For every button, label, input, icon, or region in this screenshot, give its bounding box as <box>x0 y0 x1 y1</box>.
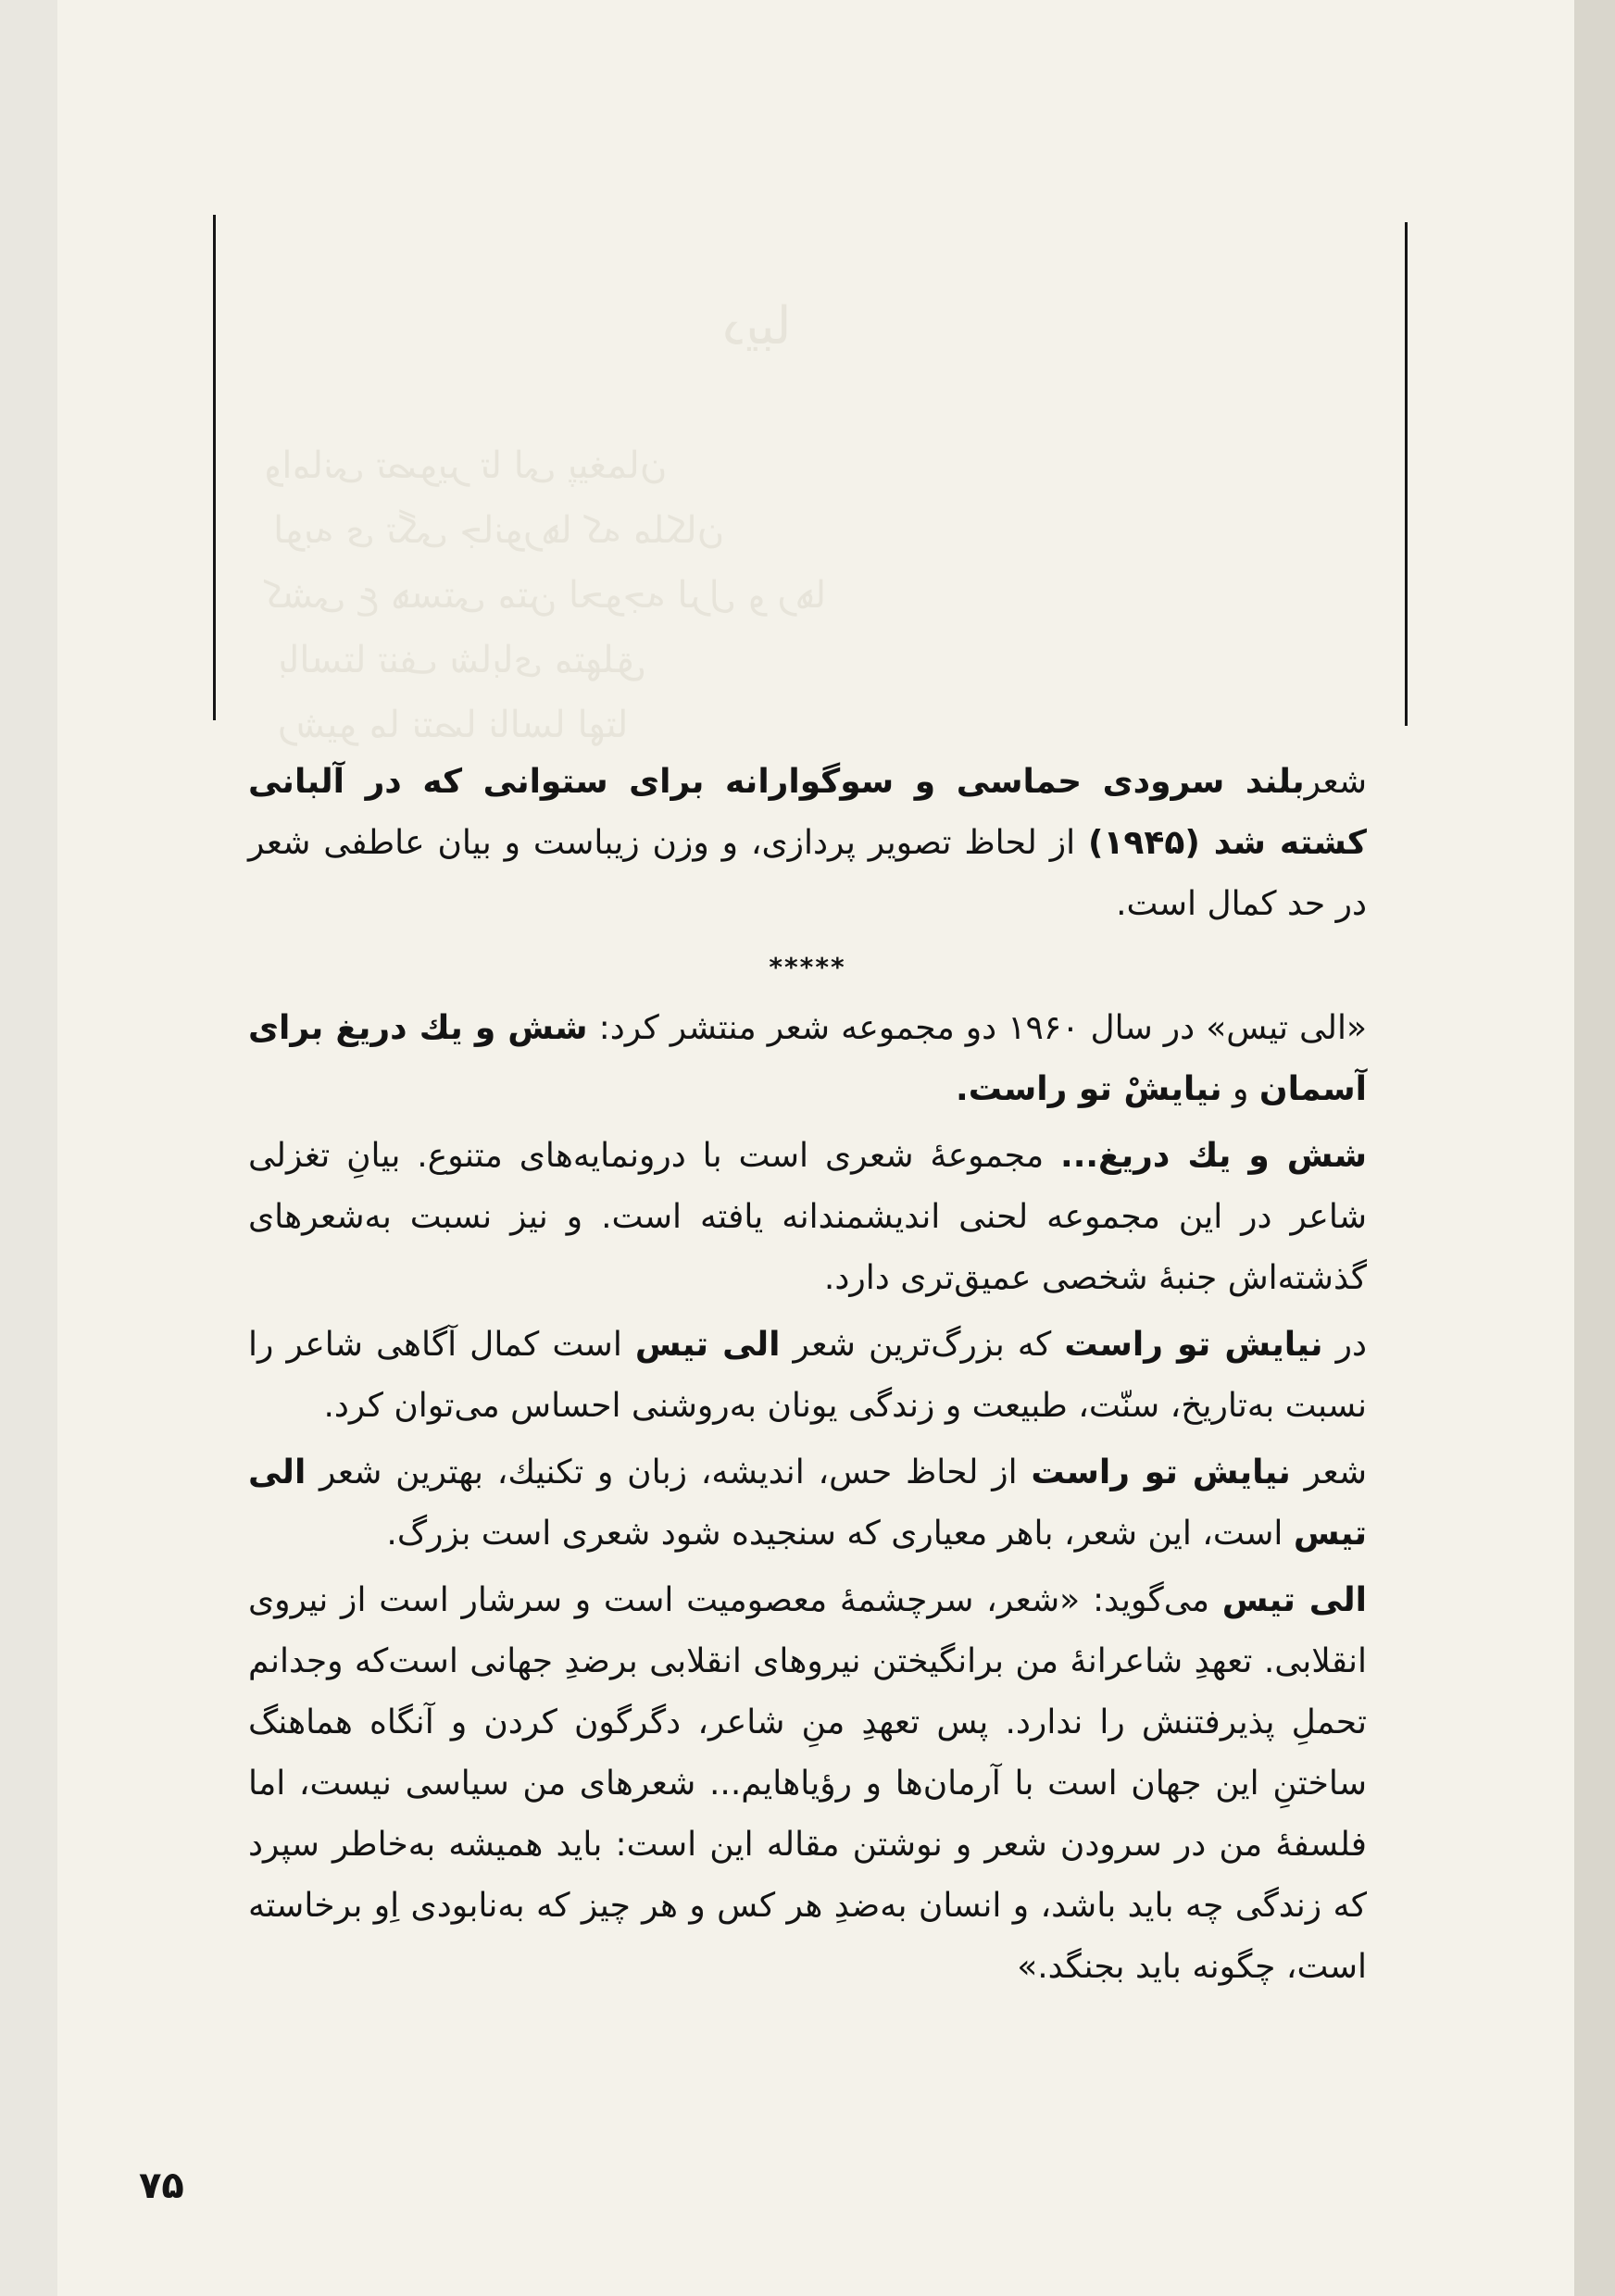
bleed-through-line: بالستا تنف شابای متهلق <box>278 639 646 681</box>
text-run: از لحاظ تصویر پردازی، و وزن زیباست و بیان عاطفی شعر در حد کمال است. <box>248 824 1367 923</box>
frame-line-right <box>1405 222 1408 726</box>
text-run-bold: نیایش تو راست <box>1031 1454 1291 1491</box>
text-run-bold: الی تیس <box>248 1454 1367 1553</box>
text-run-bold: شش و یك دریغ... <box>1060 1137 1367 1175</box>
text-run: شعر <box>1290 1454 1367 1491</box>
paragraph-6 <box>248 1570 1367 1998</box>
page-number: ۷۵ <box>139 2165 184 2207</box>
body-text <box>248 752 1367 2003</box>
paragraph-4 <box>248 1315 1367 1437</box>
paragraph-1 <box>248 752 1367 935</box>
text-run-bold: الی تیس <box>634 1326 781 1364</box>
text-run-bold: بلند سرودی حماسی و سوگوارانه برای ستوانی که در آلبانی کشته شد (۱۹۴۵) <box>248 763 1367 862</box>
text-run-bold: الی تیس <box>1221 1581 1368 1619</box>
paragraph-5 <box>248 1442 1367 1565</box>
text-run: است، این شعر، باهر معیاری که سنجیده شود شعری است بزرگ. <box>386 1515 1294 1553</box>
text-run: «الی تیس» در سال ۱۹۶۰ دو مجموعه شعر منتشر کرد: <box>587 1009 1367 1047</box>
text-run: از لحاظ حس، اندیشه، زبان و تکنیك، بهترین شعر <box>306 1454 1032 1491</box>
text-run: می‌گوید: «شعر، سرچشمهٔ معصومیت است و سرشار است از نیروی انقلابی. تعهدِ شاعرانهٔ من برانگیختن نیروهای انقلابی برضدِ جهانی است‌که وجدانم تحملِ پذیرفتنش را ندارد. پس تعهدِ منِ شاعر، دگرگون کردن و آنگاه هماهنگ ساختنِ این جهان است با آرمان‌ها و رؤیاهایم... شعرهای من سیاسی نیست، اما فلسفهٔ من در سرودن شعر و نوشتن مقاله این است: باید همیشه به‌خاطر سپرد که زندگی چه باید باشد، و انسان به‌ضدِ هر کس و هر چیز که به‌نابودی اِو برخاسته است، چگونه باید بجنگد.» <box>248 1581 1367 1986</box>
frame-line-left <box>213 215 216 720</box>
section-separator: ***** <box>769 952 846 982</box>
page-margin-left <box>0 0 57 2296</box>
text-run-bold: نیایشْ تو راست. <box>956 1070 1222 1108</box>
paragraph-2 <box>248 998 1367 1120</box>
bleed-through-line: رشیو ما نتصا نالسا لهتا <box>278 704 629 746</box>
text-run-bold: شش و یك دریغ برای آسمان <box>248 1009 1367 1108</box>
text-run: در <box>1322 1326 1368 1364</box>
bleed-through-line: لوبه ی تگی جانورها که ملکان <box>273 509 724 552</box>
text-run: است کمال آگاهی شاعر را نسبت به‌تاریخ، سنّت، طبیعت و زندگی یونان به‌روشنی احساس می‌توان کرد. <box>248 1326 1367 1425</box>
bleed-through-line: وامانی تصویر تا لی پیغمان <box>264 444 668 487</box>
text-run: شعر <box>1304 763 1367 801</box>
text-run: مجموعهٔ شعری است با درونمایه‌های متنوع. بیانِ تغزلی شاعر در این مجموعه لحنی اندیشمندانه یافته است. و نیز نسبت به‌شعرهای گذشته‌اش جنبهٔ شخصی عمیق‌تری دارد. <box>248 1137 1367 1297</box>
paragraph-3 <box>248 1126 1367 1309</box>
bleed-through-line: کشی ع هستی متن لحوجه لرل و رها <box>264 574 827 617</box>
text-run-bold: نیایش تو راست <box>1064 1326 1323 1364</box>
page-margin-right <box>1574 0 1615 2296</box>
text-run: که بزرگ‌ترین شعر <box>780 1326 1065 1364</box>
bleed-through-title: دیبا <box>722 296 792 356</box>
text-run: و <box>1221 1070 1259 1108</box>
